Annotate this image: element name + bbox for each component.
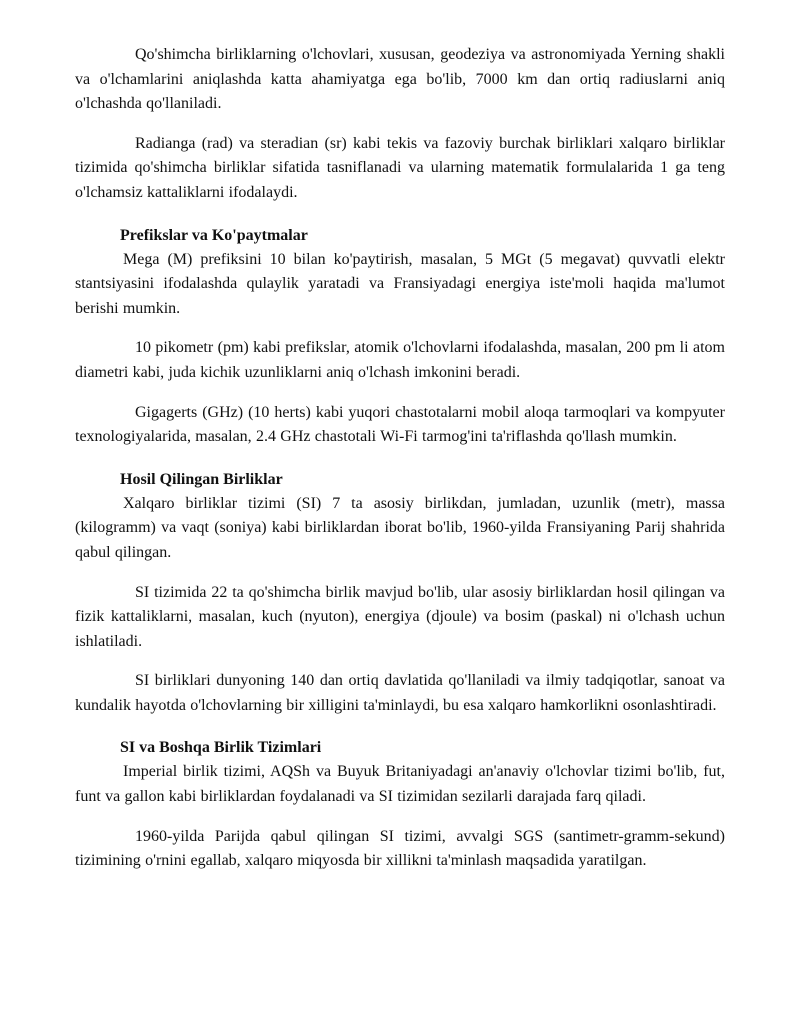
paragraph-radian-steradian: Radianga (rad) va steradian (sr) kabi tekis va fazoviy burchak birliklari xalqaro birliklar tizimida qo'shimcha birliklar sifatida tasniflanadi va ularning matematik formulalarida 1 ga teng o'lchamsiz kattaliklarni ifodalaydi. (75, 134, 725, 201)
paragraph-imperial-system: Imperial birlik tizimi, AQSh va Buyuk Britaniyadagi an'anaviy o'lchovlar tizimi bo'lib, fut, funt va gallon kabi birliklardan foydalanadi va SI tizimidan sezilarli darajada farq qiladi. (75, 763, 725, 806)
paragraph-si-base-units: Xalqaro birliklar tizimi (SI) 7 ta asosiy birlikdan, jumladan, uzunlik (metr), massa (kilogramm) va vaqt (soniya) kabi birliklardan iborat bo'lib, 1960-yilda Fransiyaning Parij shahrida qabul qilingan. (75, 494, 725, 561)
paragraph-mega-prefix: Mega (M) prefiksini 10 bilan ko'paytirish, masalan, 5 MGt (5 megavat) quvvatli elektr stantsiyasini ifodalashda qulaylik yaratadi va Fransiyadagi energiya iste'moli haqida ma'lumot berishi mumkin. (75, 250, 725, 317)
section-heading-derived-units: Hosil Qilingan Birliklar (120, 470, 283, 488)
paragraph-gigahertz-prefix: Gigagerts (GHz) (10 herts) kabi yuqori chastotalarni mobil aloqa tarmoqlari va kompyuter texnologiyalarida, masalan, 2.4 GHz chastotali Wi-Fi tarmog'ini ta'riflashda qo'llash mumkin. (75, 403, 725, 446)
paragraph-si-worldwide-use: SI birliklari dunyoning 140 dan ortiq davlatida qo'llaniladi va ilmiy tadqiqotlar, sanoat va kundalik hayotda o'lchovlarning bir xilligini ta'minlaydi, bu esa xalqaro hamkorlikni osonlashtiradi. (75, 672, 725, 714)
paragraph-additional-units-geodesy: Qo'shimcha birliklarning o'lchovlari, xususan, geodeziya va astronomiyada Yerning shakli va o'lchamlarini aniqlashda katta ahamiyatga ega bo'lib, 7000 km dan ortiq radiuslarni aniq o'lchashda qo'llaniladi. (75, 46, 725, 113)
paragraph-picometer-prefix: 10 pikometr (pm) kabi prefikslar, atomik o'lchovlarni ifodalashda, masalan, 200 pm li atom diametri kabi, juda kichik uzunliklarni aniq o'lchash imkonini beradi. (75, 339, 725, 381)
section-heading-other-systems: SI va Boshqa Birlik Tizimlari (120, 739, 322, 757)
paragraph-si-replaces-cgs: 1960-yilda Parijda qabul qilingan SI tizimi, avvalgi SGS (santimetr-gramm-sekund) tizimining o'rnini egallab, xalqaro miqyosda bir xillikni ta'minlash maqsadida yaratilgan. (75, 827, 725, 870)
section-heading-prefixes: Prefikslar va Ko'paytmalar (120, 226, 308, 244)
document-page (75, 43, 725, 874)
paragraph-si-derived-units: SI tizimida 22 ta qo'shimcha birlik mavjud bo'lib, ular asosiy birliklardan hosil qilingan va fizik kattaliklarni, masalan, kuch (nyuton), energiya (djoule) va bosim (paskal) ni o'lchash uchun ishlatiladi. (75, 583, 725, 650)
